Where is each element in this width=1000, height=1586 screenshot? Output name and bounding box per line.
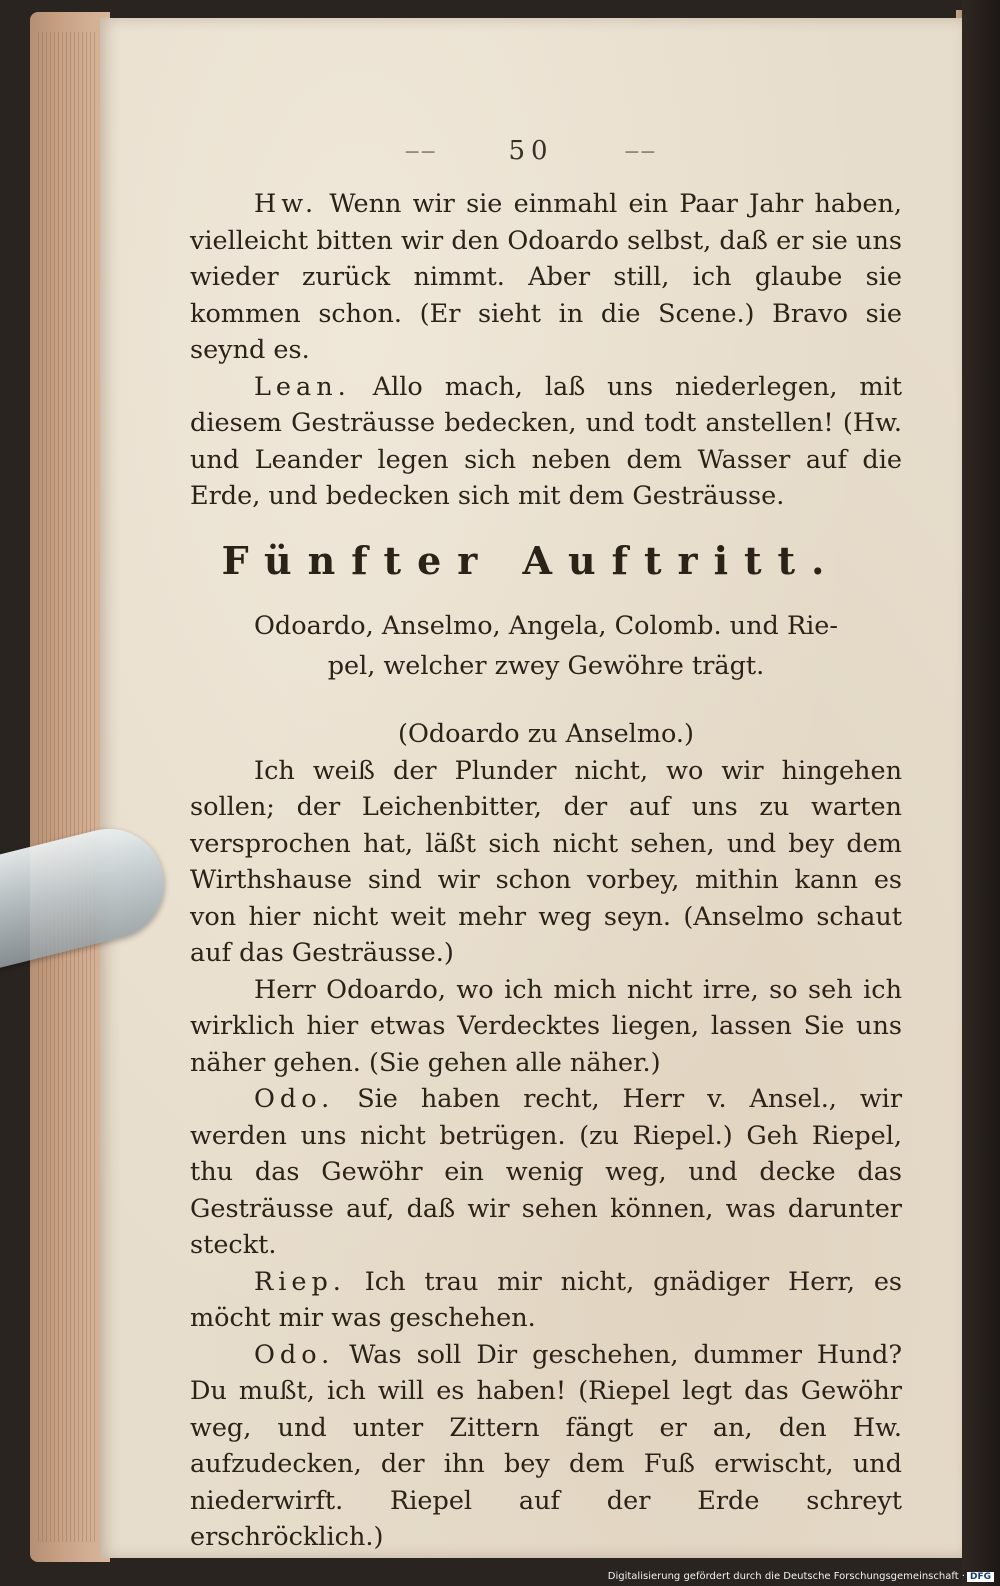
cast-line-2: pel, welcher zwey Gewöhre trägt.	[327, 651, 765, 681]
dialogue-odo-2	[190, 1337, 902, 1556]
page-number: 50	[508, 136, 554, 166]
dialogue-text: Allo mach, laß uns niederlegen, mit diesem Gesträusse bedecken, und todt anstellen! (Hw. und Leander legen sich neben dem Wasser auf die Erde, und bedecken sich mit dem Gesträusse.	[190, 371, 903, 511]
text-block-bottom	[190, 606, 902, 1556]
speaker-label: Lean.	[254, 371, 351, 402]
stage-direction: (Odoardo zu Anselmo.)	[398, 719, 694, 749]
dfg-logo: DFG	[967, 1572, 994, 1582]
dialogue-lean	[190, 369, 902, 515]
speaker-label: Odo.	[254, 1339, 335, 1370]
speaker-label: Riep.	[254, 1266, 346, 1297]
speaker-label: Hw.	[254, 189, 319, 219]
book-cover-edge	[962, 0, 1000, 1586]
dialogue-riep	[190, 1264, 902, 1337]
dialogue-odoardo: Ich weiß der Plunder nicht, wo wir hingehen sollen; der Leichenbitter, der auf uns zu warten versprochen hat, läßt sich nicht sehen, und bey dem Wirthshause sind wir schon vorbey, mithin kann es von hier nicht weit mehr weg seyn. (Anselmo schaut auf das Gesträusse.)	[190, 755, 902, 968]
page-number-dash-left: ——	[405, 144, 438, 160]
dialogue-odo-1	[190, 1081, 902, 1264]
book-page-edges	[30, 12, 110, 1562]
book-page	[100, 18, 962, 1558]
scene-heading: Fünfter Auftritt.	[221, 538, 841, 583]
text-block-top	[190, 186, 902, 515]
footer-credit	[608, 1571, 994, 1582]
dialogue-text: Ich trau mir nicht, gnädiger Herr, es möcht mir was geschehen.	[190, 1266, 902, 1333]
page-number-line	[100, 136, 962, 166]
speaker-label: Odo.	[254, 1084, 335, 1114]
footer-text: Digitalisierung gefördert durch die Deutsche Forschungsgemeinschaft ·	[607, 1571, 965, 1582]
dialogue-hw	[190, 186, 902, 369]
cast-line-1: Odoardo, Anselmo, Angela, Colomb. und Rie-	[253, 611, 839, 641]
dialogue-anselmo: Herr Odoardo, wo ich mich nicht irre, so seh ich wirklich hier etwas Verdecktes liegen, lassen Sie uns näher gehen. (Sie gehen alle näher.)	[190, 974, 902, 1078]
page-number-dash-right: ——	[624, 144, 657, 160]
dialogue-text: Sie haben recht, Herr v. Ansel., wir werden uns nicht betrügen. (zu Riepel.) Geh Riepel, thu das Gewöhr ein wenig weg, und decke das Gesträusse auf, daß wir sehen können, was darunter steckt.	[190, 1084, 903, 1260]
dialogue-text: Was soll Dir geschehen, dummer Hund? Du mußt, ich will es haben! (Riepel legt das Gewöhr weg, und unter Zittern fängt er an, den Hw. aufzudecken, der ihn bey dem Fuß erwischt, und niederwirft. Riepel auf der Erde schreyt erschröcklich.)	[190, 1339, 903, 1552]
dialogue-text: Wenn wir sie einmahl ein Paar Jahr haben, vielleicht bitten wir den Odoardo selbst, daß er sie uns wieder zurück nimmt. Aber still, ich glaube sie kommen schon. (Er sieht in die Scene.) Bravo sie seynd es.	[190, 189, 903, 365]
